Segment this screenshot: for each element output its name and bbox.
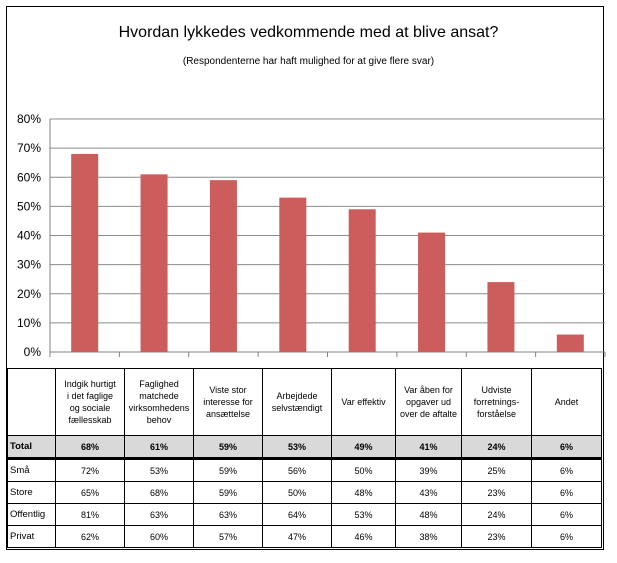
table-cell: 50% bbox=[332, 459, 396, 482]
table-cell: 38% bbox=[396, 526, 462, 548]
category-label: Var åben for opgaver ud over de aftalte bbox=[396, 369, 462, 436]
table-cell: 57% bbox=[194, 526, 263, 548]
table-row bbox=[8, 504, 602, 526]
category-label: Var effektiv bbox=[332, 369, 396, 436]
table-cell: 48% bbox=[332, 482, 396, 504]
table-cell: 24% bbox=[462, 504, 532, 526]
row-label: Total bbox=[8, 436, 56, 459]
bar bbox=[71, 154, 98, 352]
table-cell: 53% bbox=[263, 436, 332, 459]
table-cell: 59% bbox=[194, 482, 263, 504]
category-label: Andet bbox=[532, 369, 602, 436]
table-row bbox=[8, 482, 602, 504]
category-label: Viste stor interesse for ansættelse bbox=[194, 369, 263, 436]
bar bbox=[141, 174, 168, 352]
y-tick-label: 30% bbox=[16, 257, 41, 272]
table-cell: 65% bbox=[56, 482, 125, 504]
table-cell: 6% bbox=[532, 459, 602, 482]
table-cell: 53% bbox=[332, 504, 396, 526]
y-tick-label: 20% bbox=[16, 286, 41, 301]
table-header-row bbox=[8, 369, 602, 436]
y-tick-label: 10% bbox=[16, 315, 41, 330]
table-cell: 63% bbox=[125, 504, 194, 526]
table-cell: 47% bbox=[263, 526, 332, 548]
category-label: Indgik hurtigt i det faglige og sociale fællesskab bbox=[56, 369, 125, 436]
table-cell: 63% bbox=[194, 504, 263, 526]
bar bbox=[349, 209, 376, 352]
table-cell: 23% bbox=[462, 526, 532, 548]
table-cell: 43% bbox=[396, 482, 462, 504]
table-cell: 25% bbox=[462, 459, 532, 482]
bar bbox=[279, 198, 306, 352]
category-label: Arbejdede selvstændigt bbox=[263, 369, 332, 436]
table-cell: 72% bbox=[56, 459, 125, 482]
table-cell: 59% bbox=[194, 436, 263, 459]
chart-subtitle: (Respondenterne har haft mulighed for at give flere svar) bbox=[182, 56, 435, 67]
table-cell: 61% bbox=[125, 436, 194, 459]
table-cell: 6% bbox=[532, 504, 602, 526]
y-tick-label: 70% bbox=[16, 141, 41, 156]
y-tick-label: 50% bbox=[16, 199, 41, 214]
table-row bbox=[8, 459, 602, 482]
table-corner-cell bbox=[8, 369, 56, 436]
table-cell: 23% bbox=[462, 482, 532, 504]
table-cell: 6% bbox=[532, 436, 602, 459]
row-label: Privat bbox=[8, 526, 56, 548]
table-cell: 81% bbox=[56, 504, 125, 526]
table-cell: 49% bbox=[332, 436, 396, 459]
category-label: Faglighed matchede virksomhedens behov bbox=[125, 369, 194, 436]
table-cell: 60% bbox=[125, 526, 194, 548]
table-cell: 6% bbox=[532, 526, 602, 548]
table-cell: 41% bbox=[396, 436, 462, 459]
table-cell: 53% bbox=[125, 459, 194, 482]
table-cell: 68% bbox=[125, 482, 194, 504]
table-row bbox=[8, 526, 602, 548]
bar bbox=[418, 233, 445, 352]
table-cell: 6% bbox=[532, 482, 602, 504]
table-cell: 50% bbox=[263, 482, 332, 504]
table-cell: 46% bbox=[332, 526, 396, 548]
category-label: Udviste forretnings- forståelse bbox=[462, 369, 532, 436]
table-cell: 56% bbox=[263, 459, 332, 482]
row-label: Store bbox=[8, 482, 56, 504]
chart-title: Hvordan lykkedes vedkommende med at blive ansat? bbox=[118, 24, 499, 41]
y-tick-label: 80% bbox=[16, 112, 41, 126]
y-tick-label: 60% bbox=[16, 170, 41, 185]
y-tick-label: 0% bbox=[23, 345, 41, 359]
table-cell: 59% bbox=[194, 459, 263, 482]
table-cell: 64% bbox=[263, 504, 332, 526]
row-label: Små bbox=[8, 459, 56, 482]
table-cell: 62% bbox=[56, 526, 125, 548]
table-cell: 39% bbox=[396, 459, 462, 482]
y-tick-label: 40% bbox=[16, 228, 41, 243]
bar bbox=[210, 180, 237, 352]
table-cell: 24% bbox=[462, 436, 532, 459]
data-table bbox=[7, 368, 602, 548]
table-cell: 68% bbox=[56, 436, 125, 459]
bar bbox=[487, 282, 514, 352]
table-cell: 48% bbox=[396, 504, 462, 526]
row-label: Offentlig bbox=[8, 504, 56, 526]
table-row bbox=[8, 436, 602, 459]
bar bbox=[557, 335, 584, 352]
